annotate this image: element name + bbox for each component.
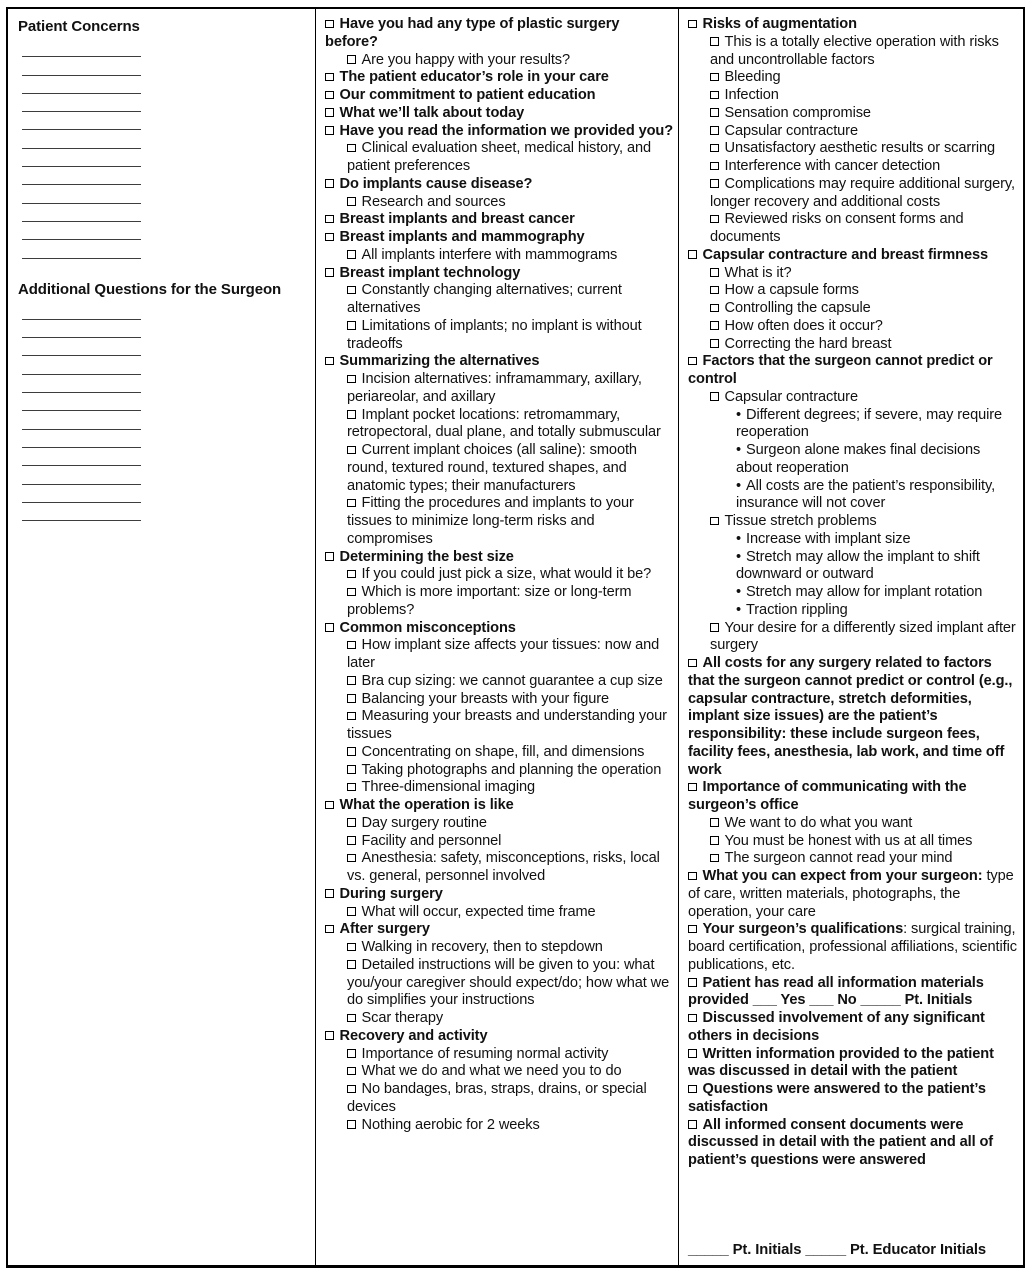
checkbox-icon[interactable] (347, 1014, 356, 1023)
item-label: Infection (724, 87, 779, 103)
checklist-item (316, 229, 674, 247)
fill-in-line[interactable] (22, 76, 141, 94)
checkbox-icon[interactable] (710, 144, 719, 153)
item-label: Increase with implant size (746, 530, 911, 547)
checkbox-icon[interactable] (347, 747, 356, 756)
checkbox-icon[interactable] (710, 321, 719, 330)
item-label: What is it? (724, 264, 792, 281)
item-label: Incision alternatives: inframammary, axillary, periareolar, and axillary (347, 371, 642, 405)
item-label-bold: Common misconceptions (339, 619, 516, 636)
fill-in-line[interactable] (22, 57, 141, 75)
item-label: Limitations of implants; no implant is without tradeoffs (347, 317, 642, 352)
item-label: Detailed instructions will be given to you: what you/your caregiver should expect/do; how what we do simplifies your instructions (347, 956, 670, 1009)
item-label: Implant pocket locations: retromammary, retropectoral, dual plane, and totally submuscular (347, 406, 661, 441)
checkbox-icon[interactable] (688, 20, 697, 29)
checklist-item (679, 975, 1019, 1011)
checkbox-icon[interactable] (325, 889, 334, 898)
bullet-item (679, 407, 1019, 443)
item-label: You must be honest with us at all times (724, 832, 973, 849)
checklist-item (316, 904, 674, 922)
item-label: Different degrees; if severe, may require reoperation (736, 406, 1003, 441)
checklist-item (316, 886, 674, 904)
fill-in-line[interactable] (22, 430, 141, 448)
checklist-item (316, 833, 674, 851)
checklist-item (679, 158, 1019, 176)
item-label-bold: Factors that the surgeon cannot predict or control (688, 353, 993, 387)
checklist-item (679, 123, 1019, 141)
item-label: Measuring your breasts and understanding your tissues (347, 708, 667, 742)
checkbox-icon[interactable] (325, 925, 334, 934)
checkbox-icon[interactable] (688, 925, 697, 934)
checkbox-icon[interactable] (325, 357, 334, 366)
item-label-bold: Determining the best size (339, 548, 514, 565)
item-label: Anesthesia: safety, misconceptions, risks, local vs. general, personnel involved (347, 850, 660, 884)
checkbox-icon[interactable] (347, 499, 356, 508)
checkbox-icon[interactable] (347, 712, 356, 721)
item-label: Taking photographs and planning the operation (361, 761, 662, 778)
checkbox-icon[interactable] (347, 783, 356, 792)
item-label: Constantly changing alternatives; current alternatives (347, 282, 622, 316)
checklist-item (679, 69, 1019, 87)
checklist-item (316, 1063, 674, 1081)
checklist-item (316, 921, 674, 939)
checklist-item (316, 1117, 674, 1135)
checklist-item (679, 779, 1019, 815)
checklist-item (679, 247, 1019, 265)
checkbox-icon[interactable] (347, 641, 356, 650)
checkbox-icon[interactable] (710, 304, 719, 313)
item-label: How a capsule forms (724, 282, 859, 299)
item-label-bold: Risks of augmentation (702, 16, 857, 32)
checklist-item (316, 194, 674, 212)
item-label-bold: Capsular contracture and breast firmness (702, 246, 989, 263)
checkbox-icon[interactable] (325, 91, 334, 100)
item-label: Sensation compromise (724, 104, 871, 121)
checklist-item (316, 762, 674, 780)
checklist-item (316, 211, 674, 229)
item-label-bold: Do implants cause disease? (339, 175, 533, 192)
checkbox-icon[interactable] (710, 91, 719, 100)
item-label: This is a totally elective operation with risks and uncontrollable factors (710, 33, 999, 68)
checkbox-icon[interactable] (347, 197, 356, 206)
item-label: Capsular contracture (724, 122, 858, 139)
checklist-item (316, 495, 674, 548)
risks-items-list (679, 16, 1019, 1170)
checkbox-icon[interactable] (325, 108, 334, 117)
bullet-icon: • (736, 406, 742, 423)
checkbox-icon[interactable] (710, 162, 719, 171)
fill-in-line[interactable] (22, 204, 141, 222)
checklist-item (679, 868, 1019, 921)
checkbox-icon[interactable] (347, 1120, 356, 1129)
checkbox-icon[interactable] (325, 801, 334, 810)
item-label: type of care, written materials, photographs, the operation, your care (688, 868, 1014, 920)
item-label: How implant size affects your tissues: now and later (347, 637, 660, 671)
fill-in-line[interactable] (22, 112, 141, 130)
item-label: Balancing your breasts with your figure (361, 690, 610, 707)
item-label-bold: Breast implant technology (339, 264, 521, 281)
item-label: Correcting the hard breast (724, 335, 892, 352)
checklist-item (316, 1081, 674, 1117)
checkbox-icon[interactable] (325, 233, 334, 242)
fill-in-line[interactable] (22, 149, 141, 167)
item-label: Tissue stretch problems (724, 513, 877, 529)
checkbox-icon[interactable] (688, 1049, 697, 1058)
bullet-icon: • (736, 477, 742, 494)
item-label: All costs are the patient’s responsibility, insurance will not cover (736, 477, 996, 512)
checklist-item (316, 797, 674, 815)
checklist-item (679, 620, 1019, 656)
checklist-item (679, 921, 1019, 974)
item-label: Capsular contracture (724, 388, 858, 405)
checkbox-icon[interactable] (347, 907, 356, 916)
patient-concerns-column (8, 9, 316, 1265)
checkbox-icon[interactable] (325, 268, 334, 277)
item-label: Fitting the procedures and implants to your tissues to minimize long-term risks and compromises (347, 495, 634, 547)
checklist-item (316, 566, 674, 584)
initials-signature-line[interactable]: _____ Pt. Initials _____ Pt. Educator Initials (688, 1242, 987, 1258)
checklist-item (679, 833, 1019, 851)
patient-concerns-title: Patient Concerns (18, 18, 140, 35)
checklist-item (679, 300, 1019, 318)
item-label-bold: Questions were answered to the patient’s satisfaction (688, 1081, 986, 1115)
bullet-icon: • (736, 548, 742, 565)
checklist-item (679, 140, 1019, 158)
checkbox-icon[interactable] (688, 1120, 697, 1129)
checkbox-icon[interactable] (347, 960, 356, 969)
item-label: Research and sources (361, 193, 506, 210)
item-label: Unsatisfactory aesthetic results or scarring (724, 140, 996, 157)
fill-in-line[interactable] (22, 503, 141, 521)
checklist-item (679, 265, 1019, 283)
fill-in-line[interactable] (22, 94, 141, 112)
item-label: Day surgery routine (361, 814, 487, 831)
checkbox-icon[interactable] (347, 694, 356, 703)
checkbox-icon[interactable] (710, 215, 719, 224)
checklist-item (679, 87, 1019, 105)
checkbox-icon[interactable] (325, 215, 334, 224)
checklist-item (316, 673, 674, 691)
bullet-icon: • (736, 584, 742, 600)
checklist-item (316, 1010, 674, 1028)
checklist-item (316, 123, 674, 141)
checkbox-icon[interactable] (325, 73, 334, 82)
checklist-item (679, 1117, 1019, 1170)
item-label: Bra cup sizing: we cannot guarantee a cup size (361, 672, 663, 689)
checklist-item (679, 16, 1019, 34)
item-label: Your desire for a differently sized implant after surgery (710, 619, 1016, 654)
checkbox-icon[interactable] (688, 978, 697, 987)
checklist-item (316, 584, 674, 620)
item-label-bold: Recovery and activity (339, 1027, 488, 1044)
item-label-bold: During surgery (339, 885, 443, 902)
checkbox-icon[interactable] (688, 1014, 697, 1023)
fill-in-line[interactable] (22, 222, 141, 240)
bullet-item (679, 584, 1019, 602)
item-label: Nothing aerobic for 2 weeks (361, 1116, 540, 1133)
item-label: : surgical training, board certification, professional affiliations, scientific publications, etc. (688, 921, 1017, 973)
checkbox-icon[interactable] (347, 410, 356, 419)
item-label: Bleeding (724, 69, 781, 86)
checkbox-icon[interactable] (688, 357, 697, 366)
fill-in-line[interactable] (22, 485, 141, 503)
checklist-item (316, 637, 674, 673)
checklist-item (316, 957, 674, 1010)
item-label: Traction rippling (746, 601, 848, 618)
checkbox-icon[interactable] (710, 108, 719, 117)
checkbox-icon[interactable] (347, 836, 356, 845)
checklist-item (316, 779, 674, 797)
item-label: Current implant choices (all saline): smooth round, textured round, textured shapes, and anatomic types; their manufacturers (347, 442, 637, 494)
item-label-bold: What the operation is like (339, 797, 514, 813)
checkbox-icon[interactable] (347, 765, 356, 774)
checklist-item (316, 353, 674, 371)
checkbox-icon[interactable] (710, 517, 719, 526)
checkbox-icon[interactable] (347, 375, 356, 384)
fill-in-line[interactable] (22, 448, 141, 466)
checkbox-icon[interactable] (688, 872, 697, 881)
checklist-item (316, 407, 674, 443)
item-label: Concentrating on shape, fill, and dimensions (361, 743, 645, 760)
item-label-bold: The patient educator’s role in your care (339, 69, 609, 86)
checkbox-icon[interactable] (347, 1085, 356, 1094)
checklist-item (316, 442, 674, 495)
fill-in-line[interactable] (22, 411, 141, 429)
item-label: How often does it occur? (724, 317, 883, 334)
consultation-topics-column (316, 9, 679, 1265)
item-label: Facility and personnel (361, 832, 502, 849)
checklist-item (679, 211, 1019, 247)
checklist-item (316, 69, 674, 87)
item-label: Interference with cancer detection (724, 158, 941, 174)
item-label: We want to do what you want (724, 814, 913, 831)
checklist-item (316, 105, 674, 123)
item-label-bold: Importance of communicating with the surgeon’s office (688, 779, 967, 813)
bullet-item (679, 602, 1019, 620)
fill-in-line[interactable] (22, 375, 141, 393)
checklist-item (316, 318, 674, 354)
item-label-bold: Breast implants and mammography (339, 229, 585, 245)
fill-in-line[interactable] (22, 320, 141, 338)
item-label: What will occur, expected time frame (361, 903, 596, 920)
item-label: Stretch may allow the implant to shift downward or outward (736, 548, 980, 583)
checklist-item (316, 1028, 674, 1046)
fill-in-line[interactable] (22, 356, 141, 374)
checklist-item (679, 1010, 1019, 1046)
item-label: Are you happy with your results? (361, 51, 571, 68)
item-label: Reviewed risks on consent forms and documents (710, 211, 964, 245)
checklist-item (679, 389, 1019, 407)
item-label: Walking in recovery, then to stepdown (361, 939, 603, 955)
bullet-icon: • (736, 601, 742, 618)
checklist-item (316, 744, 674, 762)
checkbox-icon[interactable] (710, 73, 719, 82)
checklist-item (316, 549, 674, 567)
item-label-bold: Your surgeon’s qualifications (702, 921, 904, 938)
fill-in-line[interactable] (22, 130, 141, 148)
checklist-item (316, 52, 674, 70)
item-label-bold: What we’ll talk about today (339, 104, 525, 121)
checkbox-icon[interactable] (347, 1067, 356, 1076)
checkbox-icon[interactable] (710, 836, 719, 845)
checklist-item (316, 247, 674, 265)
fill-in-line[interactable] (22, 393, 141, 411)
fill-in-line[interactable] (22, 167, 141, 185)
item-label: What we do and what we need you to do (361, 1063, 622, 1080)
item-label-bold: Patient has read all information materials provided ___ Yes ___ No _____ Pt. Initials (688, 974, 984, 1009)
bullet-item (679, 442, 1019, 478)
patient-concerns-lines (18, 39, 305, 259)
checkbox-icon[interactable] (347, 250, 356, 259)
item-label: Surgeon alone makes final decisions about reoperation (736, 442, 981, 476)
checkbox-icon[interactable] (325, 552, 334, 561)
checklist-item (679, 815, 1019, 833)
item-label: No bandages, bras, straps, drains, or special devices (347, 1081, 647, 1115)
checkbox-icon[interactable] (347, 1049, 356, 1058)
fill-in-line[interactable] (22, 39, 141, 57)
checklist-item (316, 939, 674, 957)
item-label-bold: Have you read the information we provided you? (339, 122, 674, 139)
checkbox-icon[interactable] (347, 854, 356, 863)
item-label: All implants interfere with mammograms (361, 246, 618, 263)
checkbox-icon[interactable] (710, 854, 719, 863)
checklist-item (316, 140, 674, 176)
item-label: Controlling the capsule (724, 300, 871, 316)
item-label: Three-dimensional imaging (361, 779, 536, 796)
fill-in-line[interactable] (22, 302, 141, 320)
checklist-item (679, 850, 1019, 868)
checkbox-icon[interactable] (688, 783, 697, 792)
checkbox-icon[interactable] (347, 588, 356, 597)
item-label-bold: All informed consent documents were discussed in detail with the patient and all of patient’s questions were answered (688, 1116, 994, 1168)
fill-in-line[interactable] (22, 338, 141, 356)
bullet-item (679, 549, 1019, 585)
checklist-item (679, 1046, 1019, 1082)
checklist-item (679, 513, 1019, 531)
checklist-item (679, 318, 1019, 336)
checklist-item (679, 336, 1019, 354)
checklist-item (316, 708, 674, 744)
checkbox-icon[interactable] (347, 943, 356, 952)
checklist-item (679, 353, 1019, 389)
bullet-item (679, 478, 1019, 514)
checkbox-icon[interactable] (710, 268, 719, 277)
checkbox-icon[interactable] (347, 55, 356, 64)
checkbox-icon[interactable] (325, 126, 334, 135)
checkbox-icon[interactable] (710, 179, 719, 188)
checklist-item (679, 282, 1019, 300)
checklist-item (679, 655, 1019, 779)
item-label: Importance of resuming normal activity (361, 1045, 609, 1062)
checklist-item (316, 850, 674, 886)
checklist-item (316, 815, 674, 833)
checkbox-icon[interactable] (325, 1031, 334, 1040)
item-label-bold: Discussed involvement of any significant others in decisions (688, 1010, 985, 1044)
checkbox-icon[interactable] (710, 286, 719, 295)
additional-questions-title: Additional Questions for the Surgeon (18, 280, 282, 298)
checklist-item (316, 265, 674, 283)
item-label-bold: Written information provided to the patient was discussed in detail with the patient (688, 1045, 994, 1080)
fill-in-line[interactable] (22, 185, 141, 203)
checkbox-icon[interactable] (325, 20, 334, 29)
item-label-bold: After surgery (339, 921, 430, 938)
checkbox-icon[interactable] (710, 623, 719, 632)
item-label-bold: All costs for any surgery related to factors that the surgeon cannot predict or control (e.g., capsular contracture, stretch deformities, implant size issues) are the patient’s responsibility: these include surgeon fees, facility fees, anesthesia, lab work, and time off work (688, 655, 1013, 778)
bullet-item (679, 531, 1019, 549)
item-label: Clinical evaluation sheet, medical history, and patient preferences (347, 140, 651, 174)
additional-questions-lines (18, 302, 305, 522)
item-label-bold: Summarizing the alternatives (339, 353, 540, 370)
checklist-item (679, 176, 1019, 212)
checkbox-icon[interactable] (688, 659, 697, 668)
bullet-icon: • (736, 442, 742, 458)
checklist-item (679, 105, 1019, 123)
item-label-bold: Our commitment to patient education (339, 87, 596, 103)
checkbox-icon[interactable] (325, 623, 334, 632)
checklist-item (316, 371, 674, 407)
item-label: Which is more important: size or long-term problems? (347, 584, 632, 618)
checkbox-icon[interactable] (710, 37, 719, 46)
checklist-item (316, 176, 674, 194)
checklist-item (316, 620, 674, 638)
checklist-item (316, 691, 674, 709)
item-label-bold: Have you had any type of plastic surgery before? (325, 16, 620, 50)
checklist-item (316, 16, 674, 52)
checklist-item (316, 282, 674, 318)
checkbox-icon[interactable] (347, 321, 356, 330)
item-label-bold: What you can expect from your surgeon: (702, 868, 983, 884)
checkbox-icon[interactable] (347, 446, 356, 455)
checkbox-icon[interactable] (688, 250, 697, 259)
checkbox-icon[interactable] (710, 339, 719, 348)
item-label: If you could just pick a size, what would it be? (361, 566, 652, 583)
checkbox-icon[interactable] (710, 126, 719, 135)
checkbox-icon[interactable] (347, 818, 356, 827)
fill-in-line[interactable] (22, 466, 141, 484)
item-label: Stretch may allow for implant rotation (746, 584, 983, 600)
patient-education-checklist-page (6, 7, 1025, 1268)
fill-in-line[interactable] (22, 240, 141, 258)
checkbox-icon[interactable] (325, 179, 334, 188)
checkbox-icon[interactable] (688, 1085, 697, 1094)
checklist-item (316, 87, 674, 105)
checklist-item (679, 1081, 1019, 1117)
bullet-icon: • (736, 530, 742, 547)
item-label: Scar therapy (361, 1010, 444, 1026)
checkbox-icon[interactable] (710, 392, 719, 401)
checkbox-icon[interactable] (347, 144, 356, 153)
checklist-item (316, 1046, 674, 1064)
checkbox-icon[interactable] (347, 570, 356, 579)
checkbox-icon[interactable] (710, 818, 719, 827)
item-label: The surgeon cannot read your mind (724, 850, 953, 867)
risks-and-consent-column (679, 9, 1023, 1265)
item-label: Complications may require additional surgery, longer recovery and additional costs (710, 175, 1015, 210)
checkbox-icon[interactable] (347, 286, 356, 295)
checklist-item (679, 34, 1019, 70)
checkbox-icon[interactable] (347, 676, 356, 685)
item-label-bold: Breast implants and breast cancer (339, 211, 575, 228)
